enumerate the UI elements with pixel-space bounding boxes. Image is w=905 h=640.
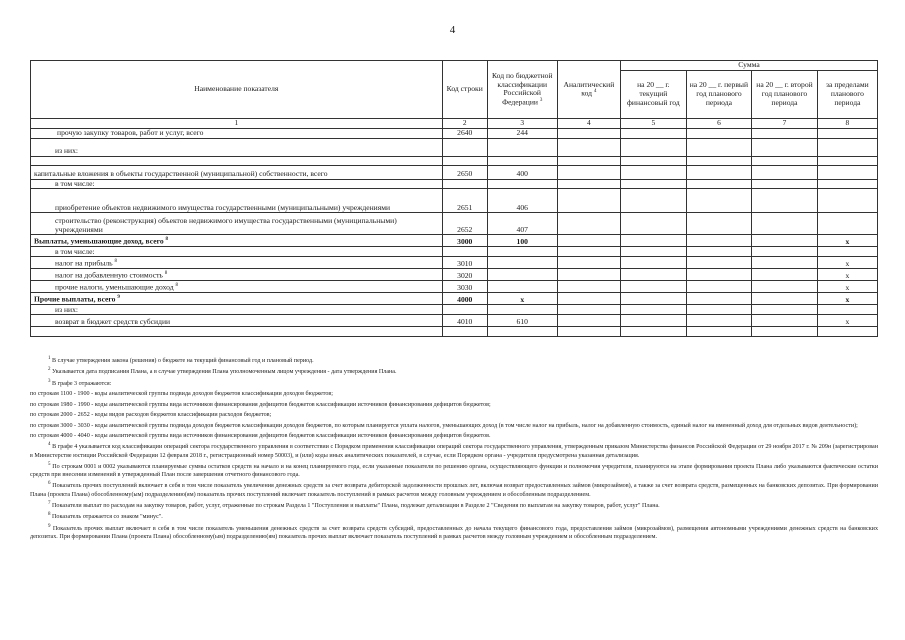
row-year2: [686, 165, 752, 179]
row-beyond: x: [817, 293, 877, 305]
footnote-2: $^2$ Указывается дата подписания Плана, а в случае утверждения Плана уполномоченным лицом учреждения - дата утверждения Плана.: [48, 367, 397, 376]
row-year3: [752, 305, 818, 315]
row-year1: [621, 281, 687, 293]
row-code: [442, 247, 487, 257]
row-analytic: [557, 257, 620, 269]
row-code: 4000: [442, 293, 487, 305]
row-name: [31, 156, 443, 165]
row-year3: [752, 257, 818, 269]
row-name: прочую закупку товаров, работ и услуг, всего: [31, 129, 443, 139]
row-year2: [686, 189, 752, 213]
row-budget-code: [487, 281, 557, 293]
row-code: 3010: [442, 257, 487, 269]
header-code: Код строки: [442, 61, 487, 119]
header-sum: Сумма: [621, 61, 878, 71]
row-name: [31, 327, 443, 337]
row-budget-code: 244: [487, 129, 557, 139]
footnote-3e: по строкам 4000 - 4040 - коды аналитической группы вида источников финансирования дефицитов бюджетов классификации источников финансирования дефицитов бюджетов.: [30, 433, 491, 440]
row-budget-code: [487, 257, 557, 269]
table-row: [31, 281, 878, 293]
row-year1: [621, 129, 687, 139]
row-year2: [686, 269, 752, 281]
row-name: прочие налоги, уменьшающие доход $^8$: [31, 281, 443, 293]
row-name: в том числе:: [31, 179, 443, 189]
row-year1: [621, 235, 687, 247]
table-row: [31, 269, 878, 281]
row-year2: [686, 305, 752, 315]
row-code: 2640: [442, 129, 487, 139]
row-analytic: [557, 293, 620, 305]
row-code: 2651: [442, 189, 487, 213]
row-code: 2652: [442, 213, 487, 235]
column-numbers-row: 1 2 3 4 5 6 7 8: [31, 119, 878, 129]
table-row: [31, 129, 878, 139]
row-year1: [621, 213, 687, 235]
table-row: [31, 138, 878, 156]
table-row: [31, 189, 878, 213]
row-analytic: [557, 138, 620, 156]
row-analytic: [557, 165, 620, 179]
row-beyond: [817, 327, 877, 337]
row-code: [442, 179, 487, 189]
row-analytic: [557, 189, 620, 213]
row-budget-code: [487, 247, 557, 257]
row-budget-code: 406: [487, 189, 557, 213]
row-budget-code: 100: [487, 235, 557, 247]
row-year3: [752, 327, 818, 337]
row-year3: [752, 165, 818, 179]
row-year1: [621, 293, 687, 305]
header-budget-code: Код по бюджетной классификации Российской Федерации $^3$: [487, 61, 557, 119]
row-year2: [686, 213, 752, 235]
row-budget-code: [487, 327, 557, 337]
plan-table: [30, 60, 878, 337]
header-year1: на 20 __ г. текущий финансовый год: [621, 71, 687, 119]
row-year1: [621, 269, 687, 281]
footnote-3-title: $^3$ В графе 3 отражаются:: [48, 378, 112, 387]
row-code: 4010: [442, 315, 487, 327]
row-year2: [686, 293, 752, 305]
row-name: Прочие выплаты, всего $^9$: [31, 293, 443, 305]
row-code: [442, 138, 487, 156]
row-year2: [686, 257, 752, 269]
row-analytic: [557, 269, 620, 281]
row-beyond: [817, 305, 877, 315]
row-name: капитальные вложения в объекты государственной (муниципальной) собственности, всего: [31, 165, 443, 179]
row-year2: [686, 247, 752, 257]
row-year1: [621, 327, 687, 337]
row-year3: [752, 179, 818, 189]
table-row: [31, 179, 878, 189]
row-name: из них:: [31, 305, 443, 315]
row-budget-code: x: [487, 293, 557, 305]
table-row: [31, 257, 878, 269]
table-row: [31, 247, 878, 257]
row-analytic: [557, 235, 620, 247]
table-row: [31, 165, 878, 179]
footnote-8: $^8$ Показатель отражается со знаком "минус".: [48, 512, 163, 521]
table-row: [31, 213, 878, 235]
row-beyond: [817, 213, 877, 235]
row-year1: [621, 315, 687, 327]
row-beyond: [817, 129, 877, 139]
row-name: в том числе:: [31, 247, 443, 257]
row-name: налог на добавленную стоимость $^8$: [31, 269, 443, 281]
row-year2: [686, 138, 752, 156]
row-code: 3030: [442, 281, 487, 293]
row-year2: [686, 156, 752, 165]
table-row: [31, 327, 878, 337]
row-beyond: [817, 138, 877, 156]
row-name: строительство (реконструкция) объектов недвижимого имущества государственными (муниципальными) учреждениями: [31, 213, 443, 235]
row-analytic: [557, 305, 620, 315]
table-row: [31, 235, 878, 247]
row-year2: [686, 327, 752, 337]
row-budget-code: 610: [487, 315, 557, 327]
row-analytic: [557, 247, 620, 257]
row-beyond: x: [817, 281, 877, 293]
row-analytic: [557, 281, 620, 293]
row-year1: [621, 305, 687, 315]
row-budget-code: [487, 269, 557, 281]
row-analytic: [557, 129, 620, 139]
page-number: 4: [449, 24, 456, 36]
footnote-3b: по строкам 1980 - 1990 - коды аналитической группы вида источников финансирования дефицитов бюджетов классификации источников финансирования дефицитов бюджетов;: [30, 401, 491, 408]
row-year3: [752, 235, 818, 247]
row-code: 3020: [442, 269, 487, 281]
row-year1: [621, 156, 687, 165]
footnotes: [30, 356, 878, 543]
row-year3: [752, 189, 818, 213]
footnote-4: $^4$ В графе 4 указывается код классификации операций сектора государственного управления в соответствии с Порядком применения классификации операций сектора государственного управления, утвержденным приказом Министерства финансов Российской Федерации от 29 ноября 2017 г. № 209н (зарегистрирован в Министерстве юстиции Российской Федерации 12 февраля 2018 г., регистрационный номер 50003), и (или) коды иных аналитических показателей, в случае, если Порядком органа - учредителя предусмотрена указанная детализация.: [30, 442, 878, 459]
footnote-3a: по строкам 1100 - 1900 - коды аналитической группы подвида доходов бюджетов классификации доходов бюджетов;: [30, 391, 333, 398]
row-budget-code: [487, 138, 557, 156]
row-year3: [752, 129, 818, 139]
row-beyond: [817, 247, 877, 257]
table-row: [31, 315, 878, 327]
table-row: [31, 156, 878, 165]
row-code: 2650: [442, 165, 487, 179]
row-year3: [752, 247, 818, 257]
header-year3: на 20 __ г. второй год планового периода: [752, 71, 818, 119]
row-year2: [686, 281, 752, 293]
row-code: [442, 156, 487, 165]
row-analytic: [557, 213, 620, 235]
footnote-7: $^7$ Показатели выплат по расходам на закупку товаров, работ, услуг, отраженные по строкам Раздела 1 "Поступления и выплаты" Плана, подлежат детализации в Разделе 2 "Сведения по выплатам на закупку товаров, работ, услуг" Плана.: [48, 500, 660, 509]
footnote-3c: по строкам 2000 - 2652 - коды видов расходов бюджетов классификации расходов бюджетов;: [30, 412, 272, 419]
table-row: [31, 293, 878, 305]
row-beyond: x: [817, 257, 877, 269]
row-year1: [621, 138, 687, 156]
row-beyond: [817, 189, 877, 213]
row-code: 3000: [442, 235, 487, 247]
row-year3: [752, 213, 818, 235]
row-name: Выплаты, уменьшающие доход, всего $^8$: [31, 235, 443, 247]
row-year1: [621, 247, 687, 257]
row-beyond: [817, 165, 877, 179]
row-beyond: x: [817, 235, 877, 247]
row-year2: [686, 179, 752, 189]
header-name: Наименование показателя: [31, 61, 443, 119]
row-analytic: [557, 327, 620, 337]
row-year1: [621, 257, 687, 269]
row-year1: [621, 189, 687, 213]
header-year2: на 20 __ г. первый год планового периода: [686, 71, 752, 119]
row-name: из них:: [31, 138, 443, 156]
row-name: возврат в бюджет средств субсидии: [31, 315, 443, 327]
footnote-5: $^5$ По строкам 0001 и 0002 указываются планируемые суммы остатков средств на начало и на конец планируемого года, если указанные показатели по решению органа, осуществляющего функции и полномочия учредителя, планируются на этапе формирования проекта Плана либо указываются фактические остатки средств при внесении изменений в утвержденный План после завершения отчетного финансового года.: [30, 461, 879, 479]
row-name: приобретение объектов недвижимого имущества государственными (муниципальными) учреждениями: [31, 189, 443, 213]
row-code: [442, 327, 487, 337]
row-year3: [752, 269, 818, 281]
row-budget-code: [487, 156, 557, 165]
row-analytic: [557, 179, 620, 189]
row-year3: [752, 156, 818, 165]
header-beyond: за пределами планового периода: [817, 71, 877, 119]
row-beyond: [817, 179, 877, 189]
row-analytic: [557, 156, 620, 165]
row-year2: [686, 235, 752, 247]
row-budget-code: [487, 179, 557, 189]
footnote-9: $^9$ Показатель прочих выплат включает в себя в том числе показатель уменьшения денежных средств за счет возврата средств субсидий, предоставленных до начала текущего финансового года, предоставления займов (микрозаймов), размещения автономными учреждениями денежных средств на банковских депозитах. При формировании Плана (проекта Плана) обособленному(ым) подразделению(ям) показатель прочих выплат включает показатель поступлений в рамках расчетов между головным учреждением и обособленным подразделением.: [30, 523, 878, 540]
row-year3: [752, 293, 818, 305]
table-row: [31, 305, 878, 315]
row-budget-code: 400: [487, 165, 557, 179]
row-beyond: [817, 156, 877, 165]
row-year3: [752, 138, 818, 156]
row-year3: [752, 281, 818, 293]
row-analytic: [557, 315, 620, 327]
footnote-3d: по строкам 3000 - 3030 - коды аналитической группы подвида доходов бюджетов классификации доходов бюджетов, по которым планируется уплата налогов, уменьшающих доход (в том числе налог на прибыль, налог на добавленную стоимость, единый налог на вмененный доход для отдельных видов деятельности);: [30, 422, 858, 429]
row-year2: [686, 129, 752, 139]
row-code: [442, 305, 487, 315]
row-year3: [752, 315, 818, 327]
row-name: налог на прибыль $^8$: [31, 257, 443, 269]
row-beyond: x: [817, 315, 877, 327]
row-budget-code: [487, 305, 557, 315]
row-beyond: x: [817, 269, 877, 281]
header-analytic: Аналитический код $^4$: [557, 61, 620, 119]
row-year2: [686, 315, 752, 327]
row-budget-code: 407: [487, 213, 557, 235]
row-year1: [621, 179, 687, 189]
footnote-1: $^1$ В случае утверждения закона (решения) о бюджете на текущий финансовый год и плановый период.: [48, 356, 314, 365]
footnote-6: $^6$ Показатель прочих поступлений включает в себя в том числе показатель увеличения денежных средств за счет возврата дебиторской задолженности прошлых лет, включая возврат предоставленных займов (микрозаймов), а также за счет возврата средств, размещенных на банковских депозитах. При формировании Плана (проекта Плана) обособленному(ым) подразделению(ям) показатель прочих поступлений включает показатель поступлений в рамках расчетов между головным учреждением и обособленным подразделением.: [30, 481, 879, 498]
row-year1: [621, 165, 687, 179]
